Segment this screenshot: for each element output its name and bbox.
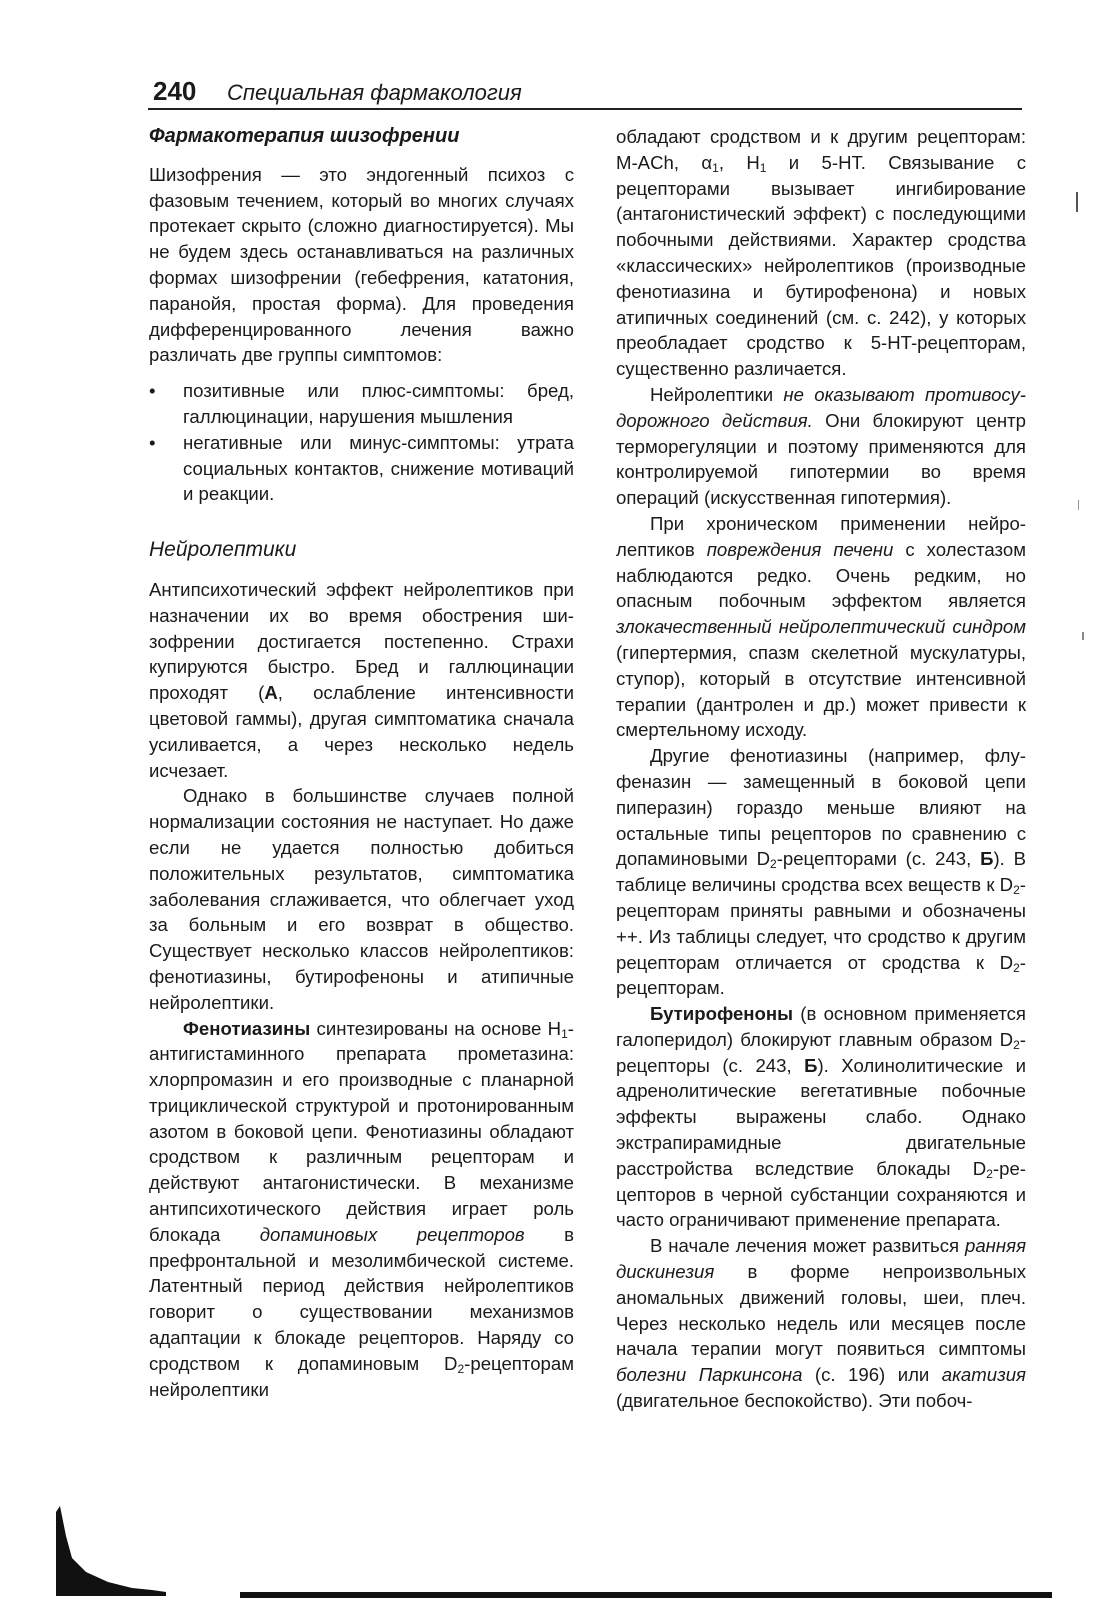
symptom-list	[149, 378, 574, 507]
paragraph: При хроническом применении нейролептиков повреждения печени с холестазом наблюдаются редко. Очень редким, но опасным побочным эффектом является злокачественный нейролептический синдром (гипертермия, спазм скелетной мускулатуры, ступор), который в отсутствие интенсивной терапии (дантролен и др.) может привести к смертельному исходу.	[616, 512, 1026, 741]
paragraph: Бутирофеноны (в основном применяется галоперидол) блокируют главным образом $D_2$-рецепторы (с. 243, Б). Холинолитические и адренолитические вегетативные побочные эффекты выражены слабо. Однако экстрапирамидные двигательные расстройства вследствие блокады $D_2$-рецепторов в черной субстанции сохраняются и часто ограничивают применение препарата.	[616, 1003, 1027, 1231]
left-column	[149, 124, 574, 1402]
list-item: • негативные или минус-симптомы: утрата социальных контактов, снижение мотиваций и реакции.	[149, 430, 574, 507]
paragraph: Фенотиазины синтезированы на основе $H_1$-антигистаминного препарата прометазина: хлорпромазин и его производные с планарной трициклической структурой и протонированным азотом в боковой цепи. Фенотиазины обладают сродством к различным рецепторам и действуют антагонистически. В механизме антипсихотического действия играет роль блокада допаминовых рецепторов в префронтальной и мезолимбической системе. Латентный период действия нейролептиков говорит о существовании механизмов адаптации к блокаде рецепторов. Наряду со сродством к допаминовым $D_2$-рецепторам нейролептики	[149, 1017, 574, 1400]
scan-mark	[1076, 192, 1078, 212]
scan-mark	[1078, 500, 1079, 510]
paragraph: Другие фенотиазины (например, флуфеназин — замещенный в боковой цепи пиперазин) гораздо меньше влияют на остальные типы рецепторов по сравнению с допаминовыми $D_2$-рецепторами (с. 243, Б). В таблице величины сродства всех веществ к $D_2$-рецепторам приняты равными и обозначены ++. Из таблицы следует, что сродство к другим рецепторам отличается от сродства к $D_2$-рецепторам.	[616, 745, 1026, 999]
paragraph: обладают сродством и к другим рецепторам: M-ACh, $\alpha_1$, $H_1$ и 5-HT. Связывание с рецепторами вызывает ингибирование (антагонистический эффект) с последующими побочными действиями. Характер сродства «классических» нейролептиков (производные фенотиазина и бутирофенона) и новых атипичных соединений (см. с. 242), у которых преобладает сродство к 5-HT-рецепторам, существенно различается.	[616, 126, 1027, 380]
header-rule	[148, 108, 1022, 110]
paragraph: Антипсихотический эффект нейролептиков при назначении их во время обострения шизофрении достигается постепенно. Страхи купируются быстро. Бред и галлюцинации проходят (А, ослабление интенсивности цветовой гаммы), другая симптоматика сначала усиливается, а через несколько недель исчезает.	[149, 578, 574, 781]
scan-corner-shadow	[56, 1506, 166, 1596]
section-title: Фармакотерапия шизофрении	[149, 125, 460, 147]
subsection-title: Нейролептики	[149, 538, 297, 562]
page-number: 240	[153, 76, 197, 106]
running-header	[153, 76, 1021, 110]
paragraph: Нейролептики не оказывают противосудорожного действия. Они блокируют центр терморегуляции и поэтому применяются для контролируемой гипотермии во время операций (искусственная гипотермия).	[616, 383, 1026, 509]
scan-mark	[1082, 632, 1084, 640]
intro-paragraph: Шизофрения — это эндогенный психоз с фазовым течением, который во многих случаях протекает скрыто (сложно диагностируется). Мы не будем здесь останавливаться на различных формах шизофрении (гебефрения, кататония, паранойя, простая форма). Для проведения дифференцированного лечения важно различать две группы симптомов:	[149, 163, 574, 366]
running-title: Специальная фармакология	[227, 80, 522, 105]
right-column	[616, 124, 1026, 1414]
paragraph: В начале лечения может развиться ранняя дискинезия в форме непроизвольных аномальных движений головы, шеи, плеч. Через несколько недель или месяцев после начала терапии могут появиться симптомы болезни Паркинсона (с. 196) или акатизия (двигательное беспокойство). Эти побоч-	[616, 1235, 1026, 1412]
paragraph: Однако в большинстве случаев полной нормализации состояния не наступает. Но даже если не удается полностью добиться положительных результатов, симптоматика заболевания сглаживается, что облегчает уход за больным и его возврат в общество. Существует несколько классов нейролептиков: фенотиазины, бутирофеноны и атипичные нейролептики.	[149, 785, 574, 1013]
list-item: • позитивные или плюс-симптомы: бред, галлюцинации, нарушения мышления	[149, 378, 574, 430]
scan-bottom-edge	[240, 1592, 1052, 1598]
